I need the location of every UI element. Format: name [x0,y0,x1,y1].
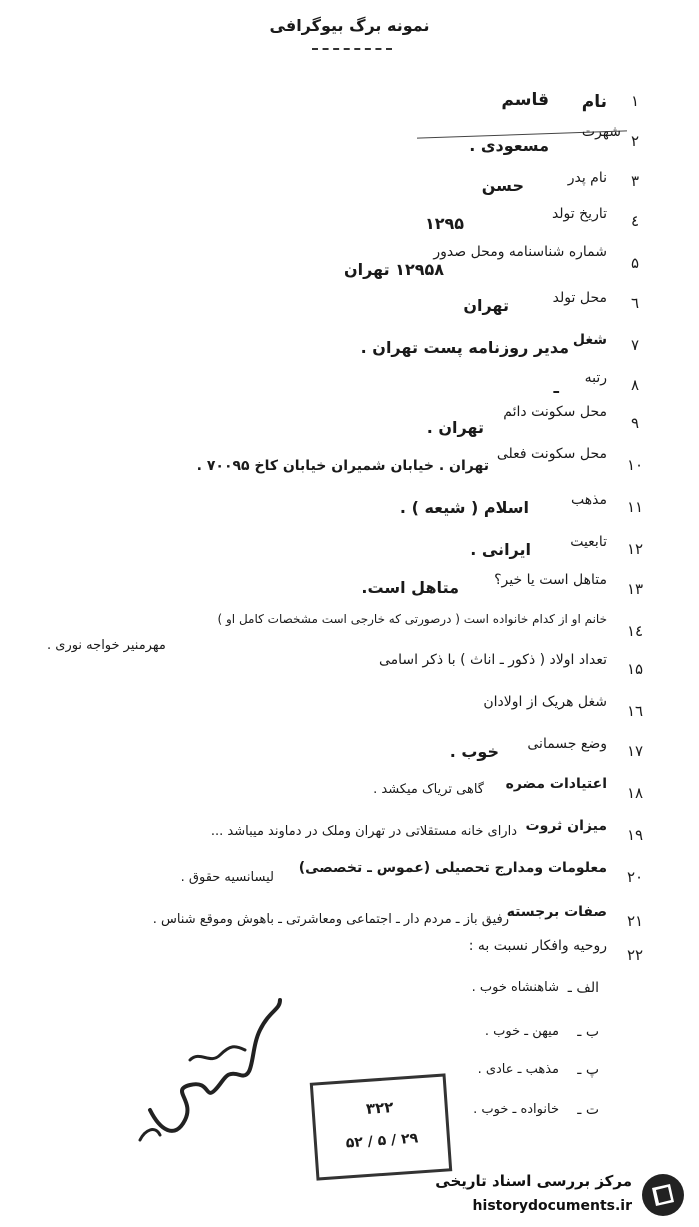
field-label: صفات برجسته [506,904,607,920]
field-number: ۱۵ [626,660,644,678]
archive-watermark [430,1168,692,1224]
field-value: رفیق باز ـ مردم دار ـ اجتماعی ومعاشرتی ـ باهوش وموقع شناس . [152,912,509,927]
field-label: محل سکونت فعلی [496,446,607,462]
field-number: ۱۹ [626,826,644,844]
field-label: محل تولد [552,290,607,306]
archive-logo-icon [640,1172,686,1218]
field-label: اعتیادات مضره [505,776,607,792]
field-number: ۱٦ [626,702,644,720]
field-number: ۱۸ [626,784,644,802]
field-number: ۷ [630,336,640,354]
field-label: شغل [572,332,607,348]
watermark-title: مرکز بررسی اسناد تاریخی [435,1172,632,1190]
sub-item-value: خانواده ـ خوب . [473,1102,559,1117]
field-value: مدیر روزنامه پست تهران . [360,338,569,357]
registration-stamp [310,1073,453,1180]
field-label: شماره شناسنامه ومحل صدور [433,244,607,260]
field-value: تهران . [426,418,484,437]
field-label: میزان ثروت [525,818,607,834]
field-label: معلومات ومدارج تحصیلی (عموس ـ تخصصی) [298,860,607,876]
title-underline [312,48,392,50]
field-value: ایرانی . [470,540,531,559]
document-title: نمونه برگ بیوگرافی [269,16,430,35]
field-label: تعداد اولاد ( ذکور ـ اناث ) با ذکر اسامی [378,652,607,668]
sub-item-label: پ ـ [577,1062,599,1078]
field-number: ۲۱ [626,912,644,930]
field-label: شهرت [581,124,621,140]
field-label: روحیه وافکار نسبت به : [468,938,607,954]
field-value: تهران . خیابان شمیران خیابان کاخ ۷۰۰۹۵ . [196,458,489,474]
sub-item-value: مذهب ـ عادی . [477,1062,559,1077]
field-label: تابعیت [570,534,607,550]
field-value: حسن [481,176,524,195]
field-number: ۵ [630,254,640,272]
field-value: ـ [553,378,559,397]
field-number: ۱٤ [626,622,644,640]
field-number: ۸ [630,376,640,394]
field-value: ۱۲۹۵ [424,214,464,233]
field-number: ٦ [630,294,640,312]
field-number: ۲۲ [626,946,644,964]
field-number: ۱۲ [626,540,644,558]
signature-mark [130,990,300,1150]
field-label: محل سکونت دائم [503,404,607,420]
field-value: قاسم [501,90,549,110]
field-label: متاهل است یا خیر؟ [494,572,607,588]
field-number: ۹ [630,414,640,432]
field-number: ۱ [630,92,640,110]
field-number: ٤ [630,212,640,230]
field-label: نام [581,92,607,112]
field-label: خانم او از کدام خانواده است ( درصورتی که خارجی است مشخصات کامل او ) [217,612,607,626]
field-value: مسعودی . [469,136,549,155]
field-value: تهران [463,296,509,315]
field-number: ۱۳ [626,580,644,598]
field-value: لیسانسیه حقوق . [180,870,274,885]
field-label: نام پدر [567,170,607,186]
field-number: ۱۱ [626,498,644,516]
field-number: ۳ [630,172,640,190]
field-label: وضع جسمانی [527,736,607,752]
field-value: مهرمنیر خواجه نوری . [47,638,166,653]
field-number: ۱۷ [626,742,644,760]
field-value: دارای خانه مستقلاتی در تهران وملک در دماوند میباشد ... [210,824,517,839]
field-number: ۱۰ [626,456,644,474]
sub-item-label: الف ـ [567,980,599,996]
field-value: متاهل است. [361,578,459,597]
stamp-number: ۳۲۲ [365,1098,395,1118]
sub-item-label: ب ـ [577,1024,599,1040]
field-label: شغل هریک از اولادان [483,694,607,710]
sub-item-value: شاهنشاه خوب . [471,980,559,995]
stamp-date: ۲۹ / ۵ / ۵۲ [345,1130,419,1152]
field-value: ۱۲۹۵۸ تهران [343,260,444,279]
field-label: رتبه [584,370,607,386]
sub-item-value: میهن ـ خوب . [484,1024,559,1039]
field-label: تاریخ تولد [551,206,607,222]
field-value: اسلام ( شیعه ) . [399,498,529,517]
watermark-url: historydocuments.ir [472,1198,632,1214]
field-value: گاهی تریاک میکشد . [373,782,484,797]
field-number: ۲۰ [626,868,644,886]
sub-item-label: ت ـ [577,1102,599,1118]
field-value: خوب . [449,742,499,761]
field-number: ۲ [630,132,640,150]
field-label: مذهب [571,492,607,508]
